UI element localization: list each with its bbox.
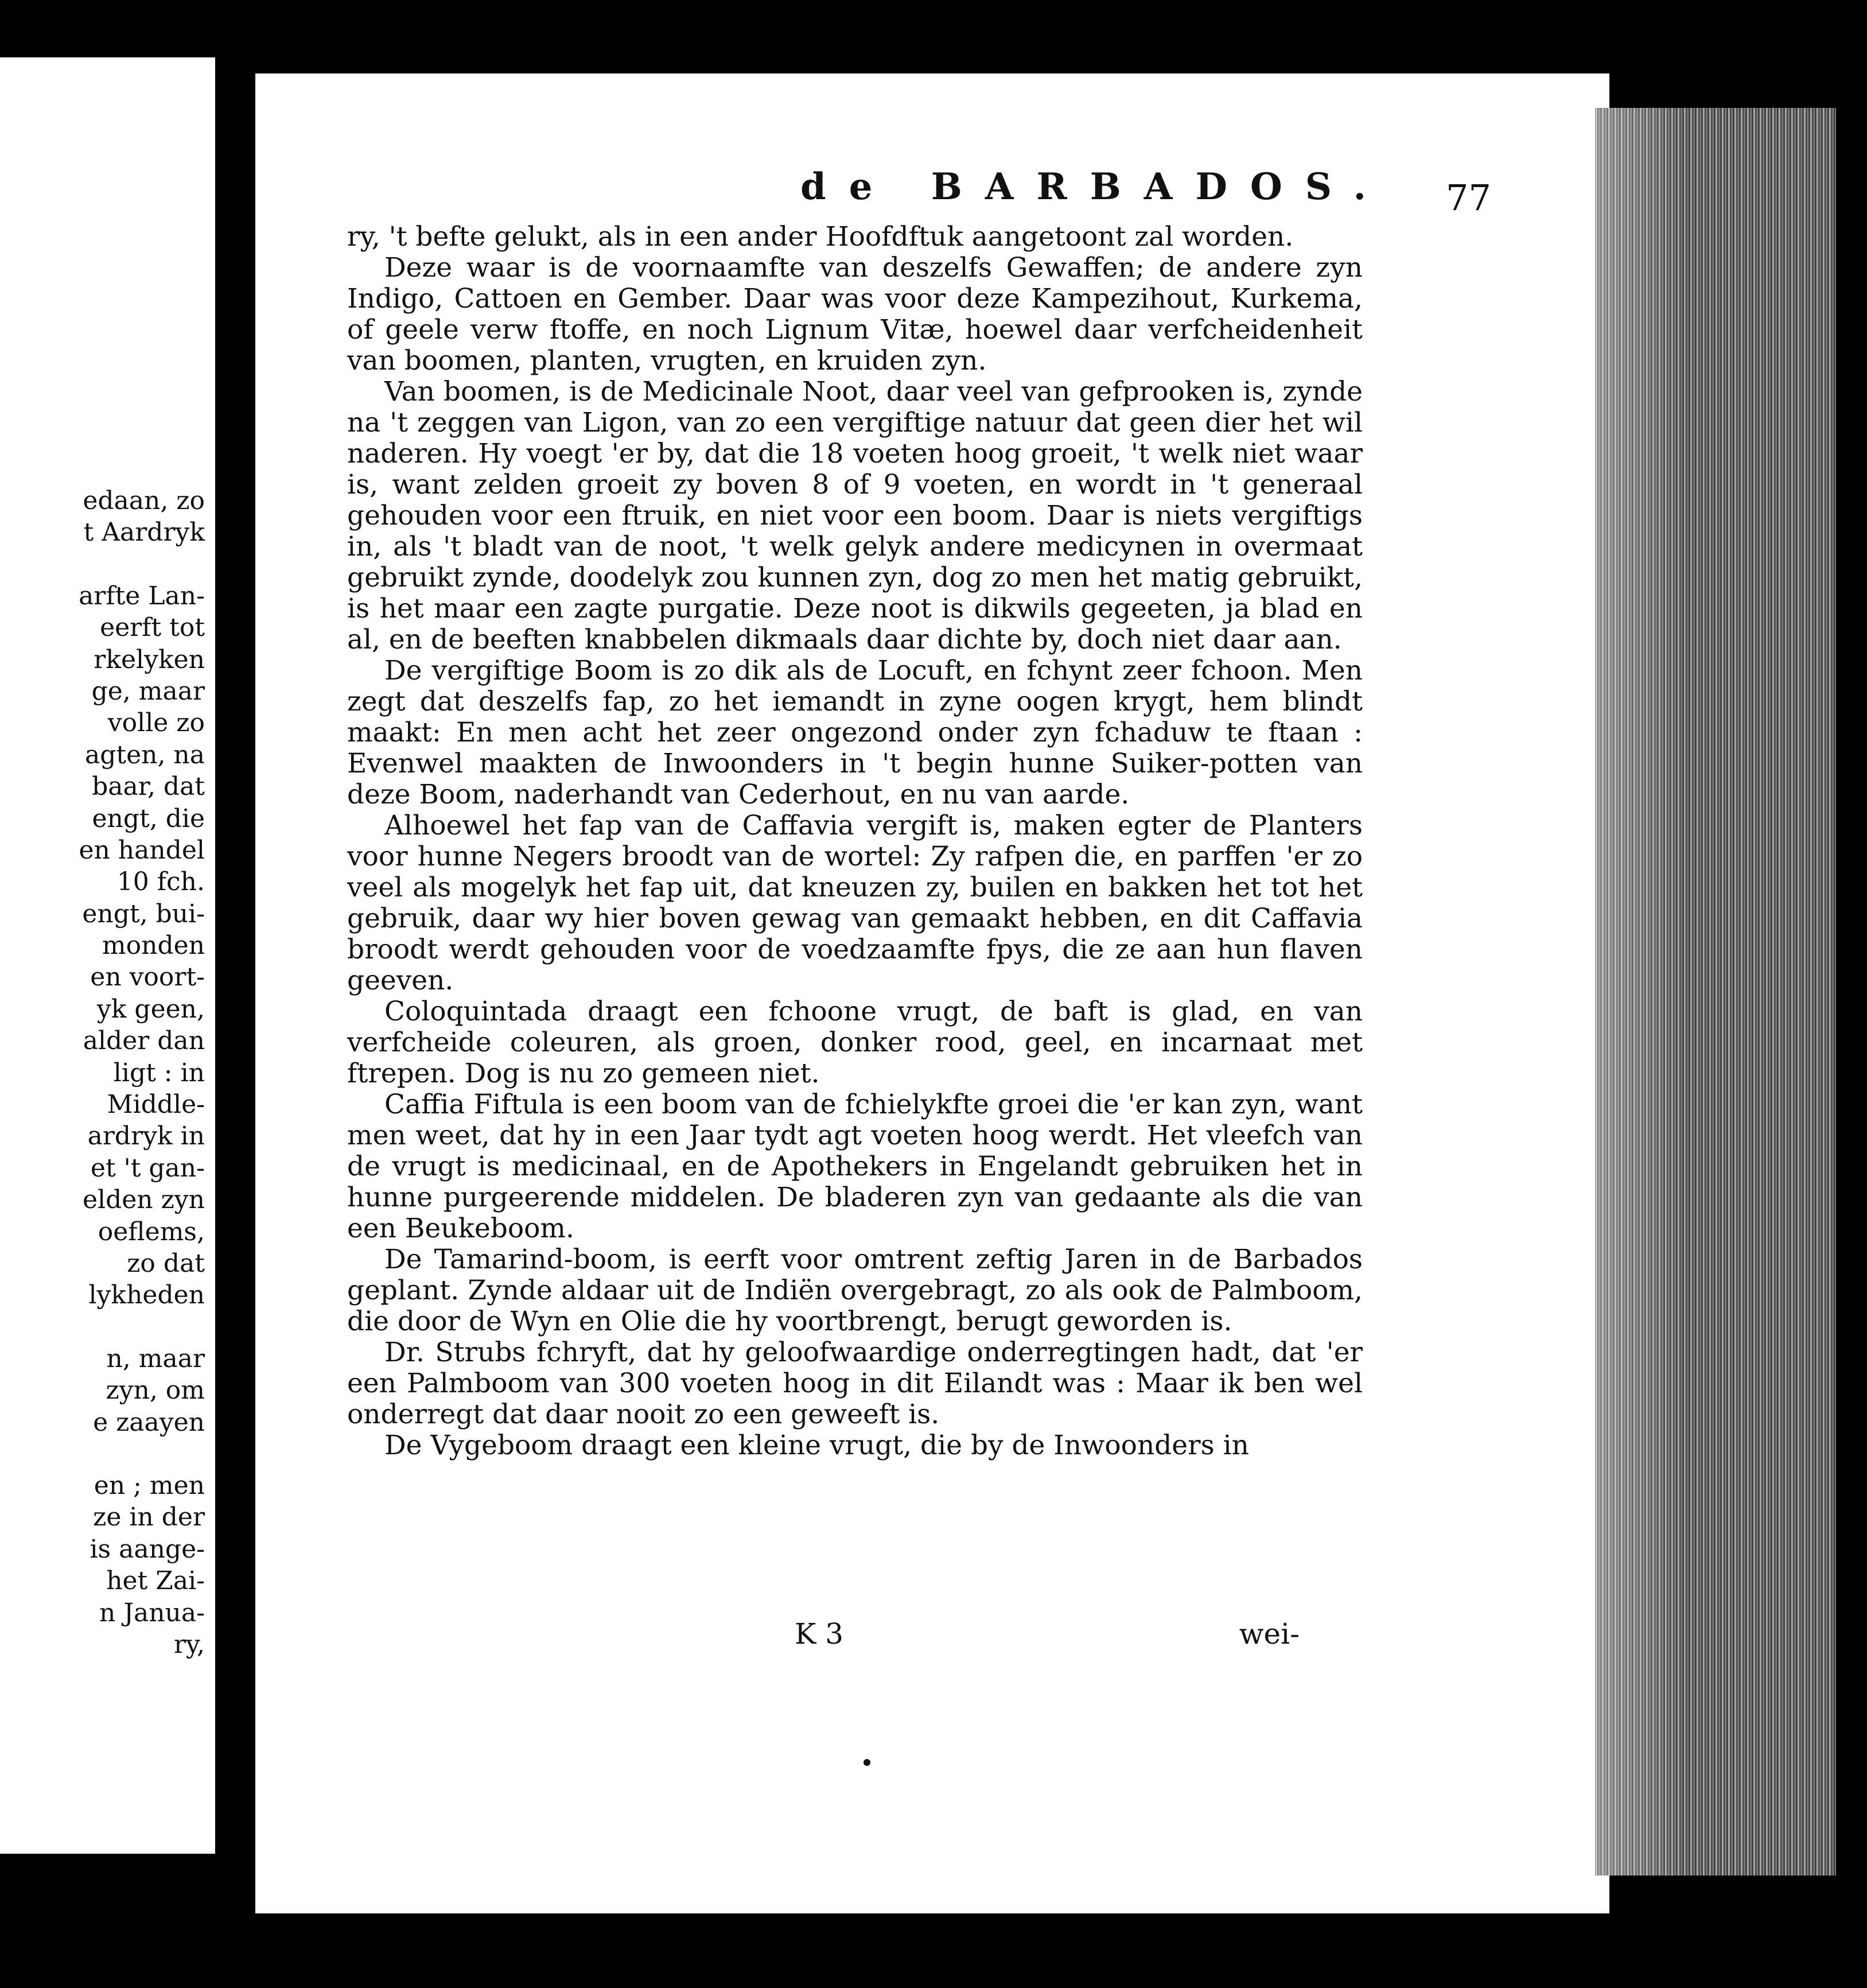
paragraph-continuation: ry, 't befte gelukt, als in een ander Hoofdftuk aangetoont zal worden. — [347, 221, 1294, 253]
facing-page-line: 10 fch. — [116, 867, 205, 897]
line-gap — [79, 1311, 205, 1343]
facing-page-line: ardryk in — [87, 1121, 205, 1151]
facing-page-line: engt, die — [92, 803, 205, 833]
paragraph: De vergiftige Boom is zo dik als de Locuft, en fchynt zeer fchoon. Men zegt dat deszelfs fap, zo het iemandt in zyne oogen krygt, hem blindt maakt: En men acht het zeer ongezond onder zyn fchaduw te ftaan : Evenwel maakten de Inwoonders in 't begin hunne Suiker-potten van deze Boom, naderhandt van Cederhout, en nu van aarde. — [347, 655, 1363, 810]
facing-page-line: volle zo — [107, 708, 205, 738]
paragraph: Alhoewel het fap van de Caffavia vergift is, maken egter de Planters voor hunne Negers broodt van de wortel: Zy rafpen die, en parffen 'er zo veel als mogelyk het fap uit, dat kneuzen zy, builen en bakken het tot het gebruik, daar wy hier boven gewag van gemaakt hebben, en dit Caffavia broodt werdt gehouden voor de voedzaamfte fpys, die ze aan hun flaven geeven. — [347, 810, 1363, 996]
facing-page-line: zo dat — [127, 1248, 205, 1278]
paragraph: De Tamarind-boom, is eerft voor omtrent zeftig Jaren in de Barbados geplant. Zynde aldaar uit de Indiën overgebragt, zo als ook de Palmboom, die door de Wyn en Olie die hy voortbrengt, berugt geworden is. — [347, 1244, 1363, 1337]
facing-page-line: arfte Lan- — [79, 581, 205, 611]
ink-dot — [864, 1759, 870, 1766]
fore-edge-shading — [1595, 108, 1687, 1876]
facing-page-line: alder dan — [83, 1026, 205, 1056]
facing-page-line: elden zyn — [82, 1185, 205, 1215]
facing-page-line: ge, maar — [91, 676, 205, 706]
facing-page-line: e zaayen — [93, 1407, 205, 1437]
facing-page-line: lykheden — [88, 1280, 205, 1310]
facing-page-fragment — [0, 57, 215, 1854]
facing-page-line: en ; men — [94, 1470, 205, 1500]
signature-mark: K 3 — [795, 1617, 844, 1651]
facing-page-line: t Aardryk — [83, 518, 205, 548]
facing-page-line: n Janua- — [99, 1598, 205, 1628]
facing-page-line: engt, bui- — [82, 899, 205, 929]
facing-page-line: monden — [102, 931, 205, 961]
facing-page-line: Middle- — [107, 1090, 205, 1120]
facing-page-lines — [79, 485, 205, 1660]
facing-page-line: ze in der — [93, 1502, 205, 1532]
paragraph: De Vygeboom draagt een kleine vrugt, die by de Inwoonders in — [384, 1430, 1249, 1461]
body-text — [347, 222, 1363, 1461]
line-gap — [79, 1438, 205, 1470]
facing-page-line: is aange- — [90, 1534, 205, 1564]
book-page — [255, 73, 1609, 1913]
paragraph: Caffia Fiftula is een boom van de fchielykfte groei die 'er kan zyn, want men weet, dat hy in een Jaar tydt agt voeten hoog werdt. Het vleefch van de vrugt is medicinaal, en de Apothekers in Engelandt gebruiken het in hunne purgeerende middelen. De bladeren zyn van gedaante als die van een Beukeboom. — [347, 1089, 1363, 1244]
facing-page-line: n, maar — [106, 1344, 205, 1373]
line-gap — [79, 549, 205, 580]
paragraph: Dr. Strubs fchryft, dat hy geloofwaardige onderregtingen hadt, dat 'er een Palmboom van 300 voeten hoog in dit Eilandt was : Maar ik ben wel onderregt dat daar nooit zo een geweeft is. — [347, 1337, 1363, 1430]
facing-page-line: oeflems, — [98, 1217, 205, 1247]
facing-page-line: agten, na — [85, 740, 205, 770]
facing-page-line: et 't gan- — [90, 1153, 205, 1183]
facing-page-line: ligt : in — [113, 1058, 205, 1088]
facing-page-line: yk geen, — [96, 994, 205, 1024]
facing-page-line: ry, — [173, 1629, 205, 1659]
paragraph: Coloquintada draagt een fchoone vrugt, de baft is glad, en van verfcheide coleuren, als groen, donker rood, geel, en incarnaat met ftrepen. Dog is nu zo gemeen niet. — [347, 996, 1363, 1089]
facing-page-line: baar, dat — [92, 772, 205, 802]
facing-page-line: en handel — [79, 835, 205, 865]
page-footer — [795, 1617, 1300, 1652]
facing-page-line: rkelyken — [94, 644, 205, 674]
running-head — [531, 165, 1491, 228]
facing-page-line: edaan, zo — [83, 486, 205, 515]
paragraph: Van boomen, is de Medicinale Noot, daar veel van gefprooken is, zynde na 't zeggen van Ligon, van zo een vergiftige natuur dat geen dier het wil naderen. Hy voegt 'er by, dat die 18 voeten hoog groeit, 't welk niet waar is, want zelden groeit zy boven 8 of 9 voeten, en wordt in 't generaal gehouden voor een ftruik, en niet voor een boom. Daar is niets vergiftigs in, als 't bladt van de noot, 't welk gelyk andere medicynen in overmaat gebruikt zynde, doodelyk zou kunnen zyn, dog zo men het matig gebruikt, is het maar een zagte purgatie. Deze noot is dikwils gegeeten, ja blad en al, en de beeften knabbelen dikmaals daar dichte by, doch niet daar aan. — [347, 376, 1363, 655]
page-number: 77 — [1446, 177, 1491, 219]
page-title: de BARBADOS. — [800, 165, 1389, 208]
facing-page-line: en voort- — [90, 962, 205, 992]
facing-page-line: eerft tot — [100, 613, 205, 643]
facing-page-line: zyn, om — [106, 1376, 205, 1405]
catchword: wei- — [1239, 1617, 1300, 1651]
paragraph: Deze waar is de voornaamfte van deszelfs Gewaffen; de andere zyn Indigo, Cattoen en Gember. Daar was voor deze Kampezihout, Kurkema, of geele verw ftoffe, en noch Lignum Vitæ, hoewel daar verfcheidenheit van boomen, planten, vrugten, en kruiden zyn. — [347, 252, 1363, 376]
facing-page-line: het Zai- — [106, 1566, 205, 1596]
